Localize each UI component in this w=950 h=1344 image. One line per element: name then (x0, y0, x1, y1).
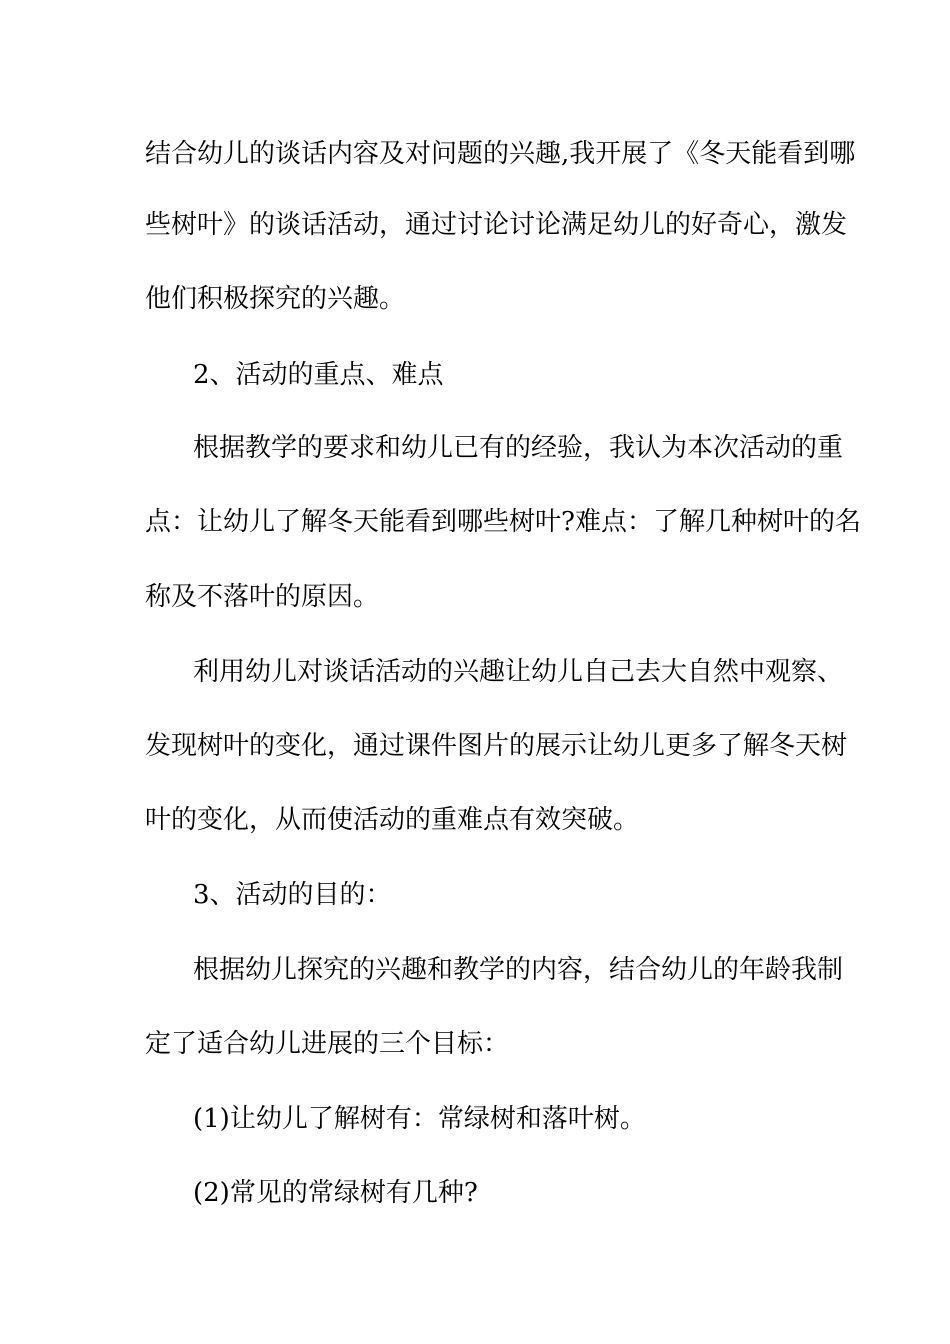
paragraph-line: 利用幼儿对谈话活动的兴趣让幼儿自己去大自然中观察、 (193, 657, 844, 687)
paragraph-line: 根据幼儿探究的兴趣和教学的内容，结合幼儿的年龄我制 (193, 955, 844, 985)
paragraph-line: 根据教学的要求和幼儿已有的经验，我认为本次活动的重 (193, 433, 844, 463)
list-item: (2)常见的常绿树有几种? (193, 1178, 478, 1208)
list-item: (1)让幼儿了解树有：常绿树和落叶树。 (193, 1104, 646, 1134)
paragraph-line: 些树叶》的谈话活动，通过讨论讨论满足幼儿的好奇心，激发 (145, 210, 848, 240)
paragraph-line: 结合幼儿的谈话内容及对问题的兴趣,我开展了《冬天能看到哪 (145, 139, 856, 169)
paragraph-line: 称及不落叶的原因。 (145, 582, 380, 612)
paragraph-line: 定了适合幼儿进展的三个目标： (145, 1029, 510, 1059)
paragraph-line: 点：让幼儿了解冬天能看到哪些树叶?难点：了解几种树叶的名 (145, 507, 861, 537)
paragraph-line: 他们积极探究的兴趣。 (145, 284, 406, 314)
section-heading: 3、活动的目的： (193, 880, 392, 910)
paragraph-line: 发现树叶的变化，通过课件图片的展示让幼儿更多了解冬天树 (145, 731, 848, 761)
section-heading: 2、活动的重点、难点 (193, 360, 444, 390)
paragraph-line: 叶的变化，从而使活动的重难点有效突破。 (145, 805, 640, 835)
